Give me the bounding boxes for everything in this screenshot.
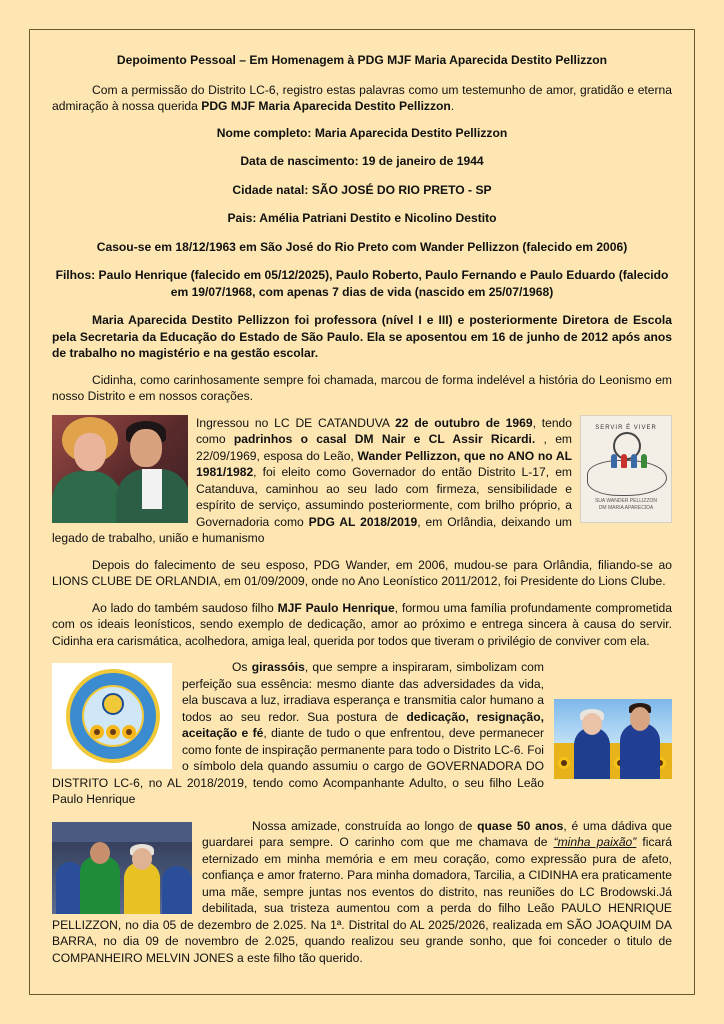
fact-birthplace: Cidade natal: SÃO JOSÉ DO RIO PRETO - SP — [232, 182, 492, 197]
document-body — [52, 52, 672, 976]
sunflower-field-photo — [554, 699, 672, 779]
fact-marriage: Casou-se em 18/12/1963 em São José do Rio Preto com Wander Pellizzon (falecido em 2006) — [96, 239, 628, 254]
drawing-motto: SERVIR É VIVER — [595, 424, 657, 431]
drawing-caption: SUA WANDER PELLIZZON DM MARIA APARECIDA — [594, 497, 658, 511]
orlandia-paragraph: Depois do falecimento de seu esposo, PDG Wander, em 2006, mudou-se para Orlândia, filiando-se ao LIONS CLUBE DE ORLANDIA, em 01/09/2009, onde no Ano Leonístico 2011/2012, foi Presidente do Lions Clube. — [52, 557, 672, 588]
fact-birthdate: Data de nascimento: 19 de janeiro de 1944 — [240, 154, 484, 168]
hand-icon — [587, 460, 667, 496]
cidinha-paragraph: Cidinha, como carinhosamente sempre foi chamada, marcou de forma indelével a história do Leonismo em nosso Distrito e em nossos corações. — [52, 372, 672, 403]
intro-honoree: PDG MJF Maria Aparecida Destito Pellizzon — [201, 99, 451, 113]
servir-e-viver-drawing — [580, 415, 672, 523]
sunflowers-paragraph: Os girassóis, que sempre a inspiraram, simbolizam com perfeição sua essência: mesmo diante das adversidades da vida, ela buscava a luz, irradiava esperança e transmitia calor humano a todos ao seu redor. Sua postura de dedicação, resignação, aceitação e fé, diante de tudo o que enfrentou, deve permanecer como fonte de inspiração permanente para todo o Distrito LC-6. Foi o símbolo dela quando assumiu o cargo de GOVERNADORA DO DISTRITO LC-6, no AL 2018/2019, tendo como Acompanhante Adulto, o seu filho Leão Paulo Henrique — [52, 660, 544, 806]
lions-paragraph: Ingressou no LC DE CATANDUVA 22 de outubro de 1969, tendo como padrinhos o casal DM Nair e CL Assir Ricardi. , em 22/09/1969, esposa do Leão, Wander Pellizzon, que no ANO no AL 1981/1982, foi eleito como Governador do então Distrito L-17, em Catanduva, caminhou ao seu lado com firmeza, sensibilidade e espírito de serviço, assumindo posteriormente, com brilho próprio, a Governadoria como PDG AL 2018/2019, em Orlândia, deixando um legado de trabalho, união e humanismo — [52, 415, 572, 545]
intro-paragraph — [52, 82, 672, 115]
intro-end: . — [450, 99, 455, 113]
career-paragraph: Maria Aparecida Destito Pellizzon foi professora (nível I e III) e posteriormente Diretora de Escola pela Secretaria da Educação do Estado de São Paulo. Ela se aposentou em 16 de junho de 2012 após anos de trabalho no magistério e na gestão escolar. — [52, 313, 672, 360]
fact-parents: Pais: Amélia Patriani Destito e Nicolino Destito — [227, 211, 497, 225]
lions-logo-icon — [102, 693, 124, 715]
document-title: Depoimento Pessoal – Em Homenagem à PDG MJF Maria Aparecida Destito Pellizzon — [116, 53, 608, 67]
fact-children: Filhos: Paulo Henrique (falecido em 05/12/2025), Paulo Roberto, Paulo Fernando e Paulo Eduardo (falecido em 19/07/1968, com apenas 7 dias de vida (nascido em 25/07/1968) — [55, 268, 669, 299]
intro-text: Com a permissão do Distrito LC-6, registro estas palavras como um testemunho de amor, gratidão e eterna admiração à nossa querida — [52, 82, 672, 113]
son-paragraph: Ao lado do também saudoso filho MJF Paulo Henrique, formou uma família profundamente comprometida com os ideais leonísticos, sendo exemplo de dedicação, amor ao próximo e entrega sincera à causa do servir. Cidinha era carismática, acolhedora, amiga leal, querida por todos que tiveram o privilégio de conviver com ela. — [52, 600, 672, 648]
couple-photo — [52, 415, 188, 523]
fact-name: Nome completo: Maria Aparecida Destito Pellizzon — [216, 125, 508, 140]
event-photo — [52, 822, 192, 914]
friendship-paragraph: Nossa amizade, construída ao longo de quase 50 anos, é uma dádiva que guardarei para sempre. O carinho com que me chamava de “minha paixão” ficará eternizado em minha memória e em meu coração, como expressão pura de afeto, confiança e amor fraterno. Para minha domadora, Tarcilia, a CIDINHA era praticamente uma mãe, sempre juntas nos eventos do distrito, nas reuniões do LC Brodowski.Já debilitada, sua tristeza aumentou com a perda do filho Leão PAULO HENRIQUE PELLIZZON, no dia 05 de dezembro de 2.025. Na 1ª. Distrital do AL 2025/2026, realizada em SÃO JOAQUIM DA BARRA, no dia 09 de novembro de 2.025, quando realizou seu grande sonho, que foi conceder o titulo de COMPANHEIRO MELVIN JONES a este filho tão querido. — [52, 818, 672, 965]
district-emblem — [52, 663, 172, 769]
